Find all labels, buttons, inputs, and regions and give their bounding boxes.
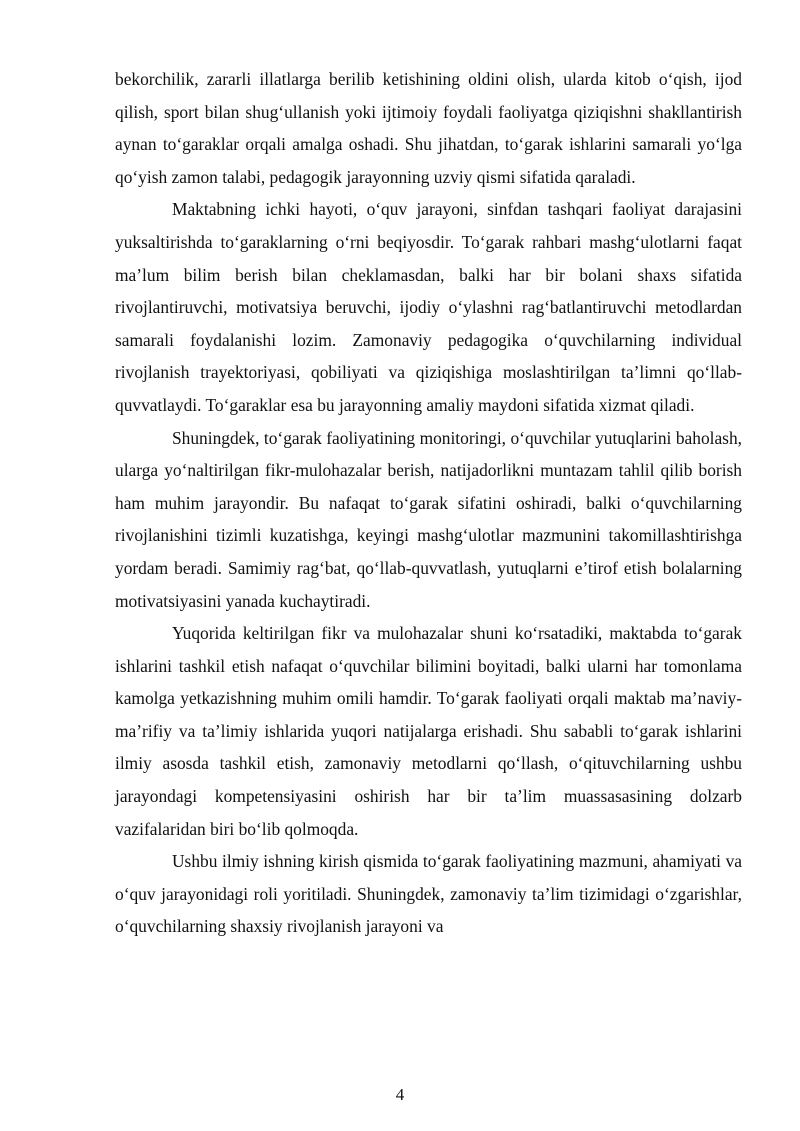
page-number: 4 <box>395 1085 405 1104</box>
paragraph-1: bekorchilik, zararli illatlarga berilib ketishining oldini olish, ularda kitob o‘qish, ijod qilish, sport bilan shug‘ullanish yoki ijtimoiy foydali faoliyatga qiziqishni shakllantirish aynan to‘garaklar orqali amalga oshadi. Shu jihatdan, to‘garak ishlarini samarali yo‘lga qo‘yish zamon talabi, pedagogik jarayonning uzviy qismi sifatida qaraladi. <box>115 69 742 187</box>
paragraph-4: Yuqorida keltirilgan fikr va mulohazalar shuni ko‘rsatadiki, maktabda to‘garak ishlarini tashkil etish nafaqat o‘quvchilar bilimini boyitadi, balki ularni har tomonlama kamolga yetkazishning muhim omili hamdir. To‘garak faoliyati orqali maktab ma’naviy-ma’rifiy va ta’limiy ishlarida yuqori natijalarga erishadi. Shu sababli to‘garak ishlarini ilmiy asosda tashkil etish, zamonaviy metodlarni qo‘llash, o‘qituvchilarning ushbu jarayondagi kompetensiyasini oshirish har bir ta’lim muassasasining dolzarb vazifalaridan biri bo‘lib qolmoqda. <box>115 623 742 839</box>
paragraph-3: Shuningdek, to‘garak faoliyatining monitoringi, o‘quvchilar yutuqlarini baholash, ularga yo‘naltirilgan fikr-mulohazalar berish, natijadorlikni muntazam tahlil qilib borish ham muhim jarayondir. Bu nafaqat to‘garak sifatini oshiradi, balki o‘quvchilarning rivojlanishini tizimli kuzatishga, keyingi mashg‘ulotlar mazmunini takomillashtirishga yordam beradi. Samimiy rag‘bat, qo‘llab-quvvatlash, yutuqlarni e’tirof etish bolalarning motivatsiyasini yanada kuchaytiradi. <box>115 427 742 611</box>
paragraph-5: Ushbu ilmiy ishning kirish qismida to‘garak faoliyatining mazmuni, ahamiyati va o‘quv jarayonidagi roli yoritiladi. Shuningdek, zamonaviy ta’lim tizimidagi o‘zgarishlar, o‘quvchilarning shaxsiy rivojlanish jarayoni va <box>115 851 742 937</box>
paragraph-2: Maktabning ichki hayoti, o‘quv jarayoni, sinfdan tashqari faoliyat darajasini yuksaltirishda to‘garaklarning o‘rni beqiyosdir. To‘garak rahbari mashg‘ulotlarni faqat ma’lum bilim berish bilan cheklamasdan, balki har bir bolani shaxs sifatida rivojlantiruvchi, motivatsiya beruvchi, ijodiy o‘ylashni rag‘batlantiruvchi metodlardan samarali foydalanishi lozim. Zamonaviy pedagogika o‘quvchilarning individual rivojlanish trayektoriyasi, qobiliyati va qiziqishiga moslashtirilgan ta’limni qo‘llab-quvvatlaydi. To‘garaklar esa bu jarayonning amaliy maydoni sifatida xizmat qiladi. <box>115 199 742 415</box>
document-body <box>115 63 742 943</box>
